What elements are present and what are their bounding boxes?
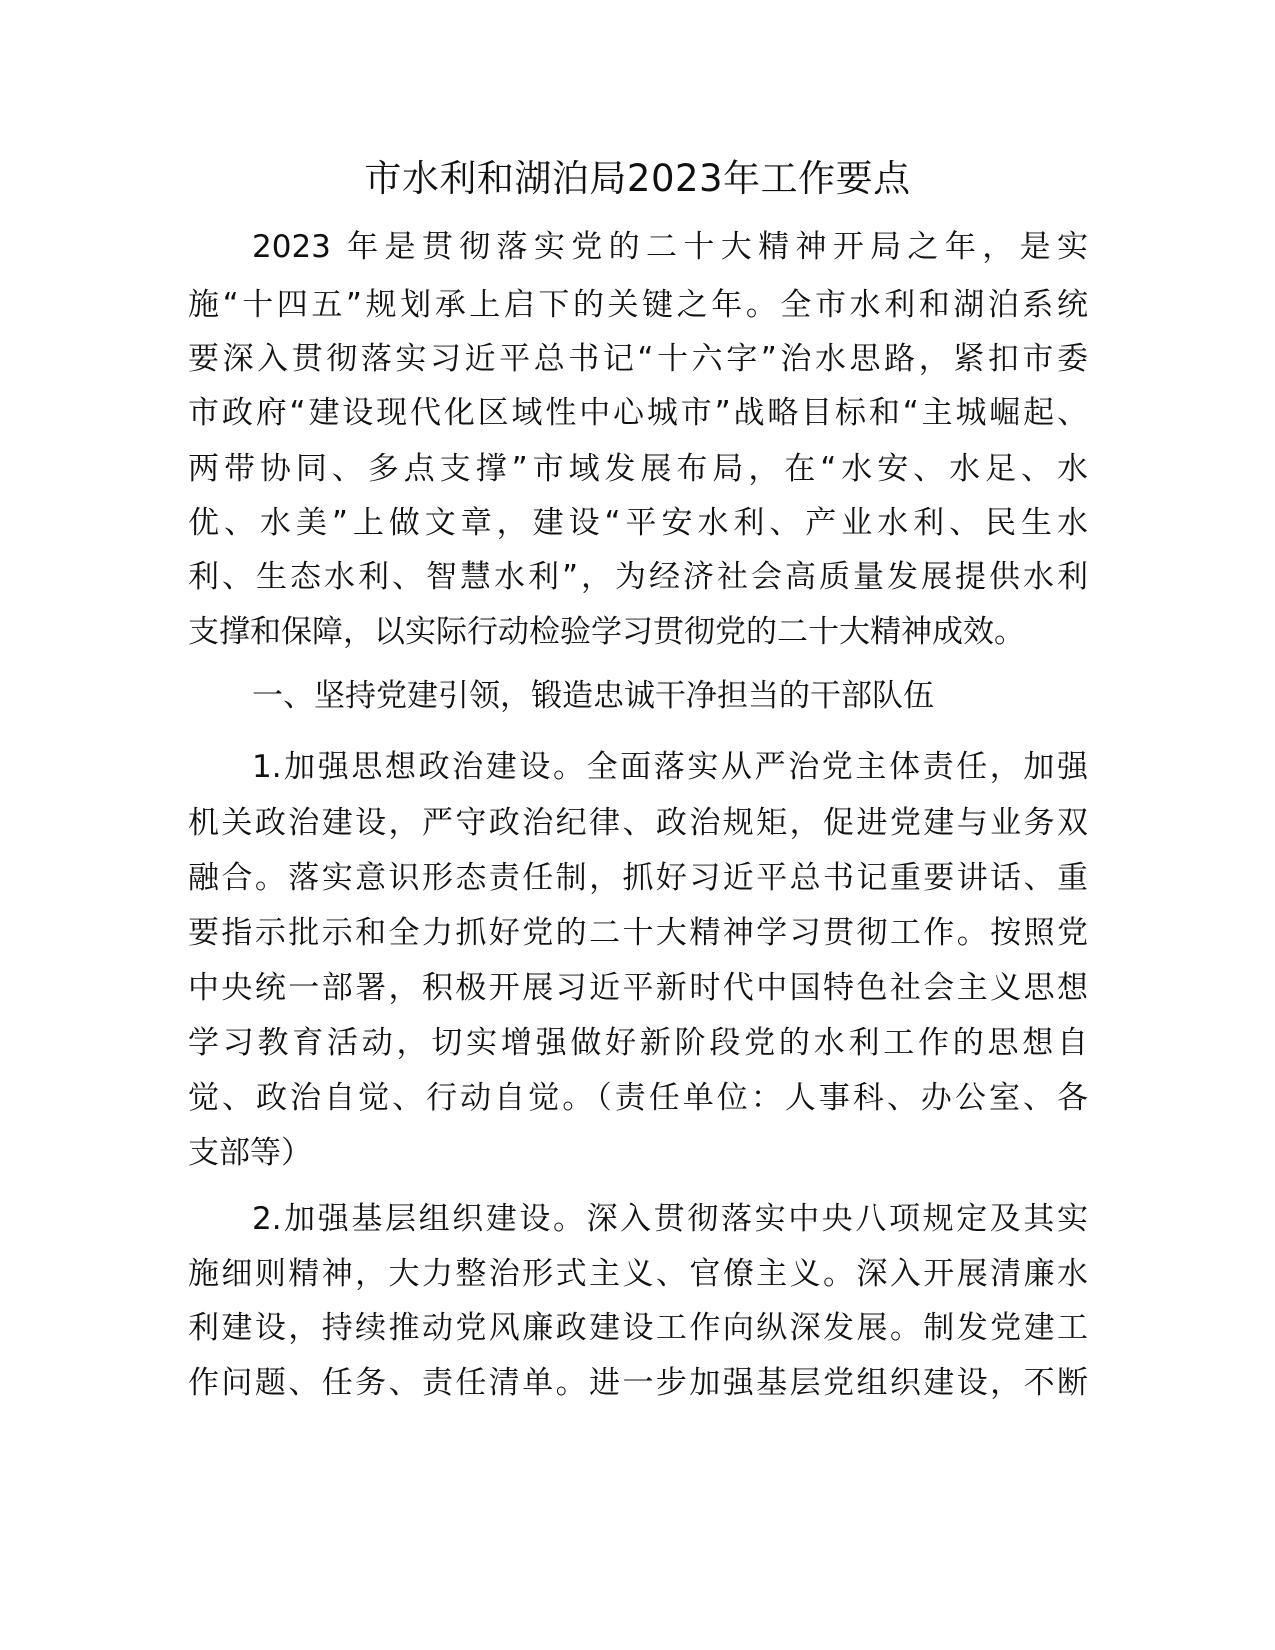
document-title: 市水利和湖泊局2023年工作要点 [364, 157, 911, 200]
item-1-line: 融合。落实意识形态责任制，抓好习近平总书记重要讲话、重 [188, 860, 1088, 896]
item-2-line: 施细则精神，大力整治形式主义、官僚主义。深入开展清廉水 [188, 1256, 1088, 1292]
item-1-line: 1.加强思想政治建设。全面落实从严治党主体责任，加强 [252, 749, 1088, 785]
item-1-line: 中央统一部署，积极开展习近平新时代中国特色社会主义思想 [188, 970, 1088, 1006]
intro-line: 支撑和保障，以实际行动检验学习贯彻党的二十大精神成效。 [188, 614, 1025, 650]
intro-line: 利、生态水利、智慧水利”，为经济社会高质量发展提供水利 [188, 559, 1088, 595]
intro-line: 施“十四五”规划承上启下的关键之年。全市水利和湖泊系统 [188, 287, 1088, 323]
intro-line: 2023 年是贯彻落实党的二十大精神开局之年，是实 [252, 229, 1088, 265]
item-1-line: 支部等） [188, 1135, 312, 1171]
item-1-line: 觉、政治自觉、行动自觉。（责任单位：人事科、办公室、各 [188, 1080, 1088, 1116]
intro-line: 优、水美”上做文章，建设“平安水利、产业水利、民生水 [188, 505, 1088, 541]
item-1-line: 机关政治建设，严守政治纪律、政治规矩，促进党建与业务双 [188, 805, 1088, 841]
item-1-line: 要指示批示和全力抓好党的二十大精神学习贯彻工作。按照党 [188, 915, 1088, 951]
item-2-line: 作问题、任务、责任清单。进一步加强基层党组织建设，不断 [188, 1365, 1088, 1401]
section-heading: 一、坚持党建引领，锻造忠诚干净担当的干部队伍 [252, 678, 934, 714]
item-2-line: 2.加强基层组织建设。深入贯彻落实中央八项规定及其实 [252, 1201, 1088, 1237]
intro-line: 两带协同、多点支撑”市域发展布局，在“水安、水足、水 [188, 451, 1088, 487]
item-1-line: 学习教育活动，切实增强做好新阶段党的水利工作的思想自 [188, 1025, 1088, 1061]
intro-line: 市政府“建设现代化区域性中心城市”战略目标和“主城崛起、 [188, 395, 1088, 431]
item-2-line: 利建设，持续推动党风廉政建设工作向纵深发展。制发党建工 [188, 1310, 1088, 1346]
intro-line: 要深入贯彻落实习近平总书记“十六字”治水思路，紧扣市委 [188, 341, 1088, 377]
